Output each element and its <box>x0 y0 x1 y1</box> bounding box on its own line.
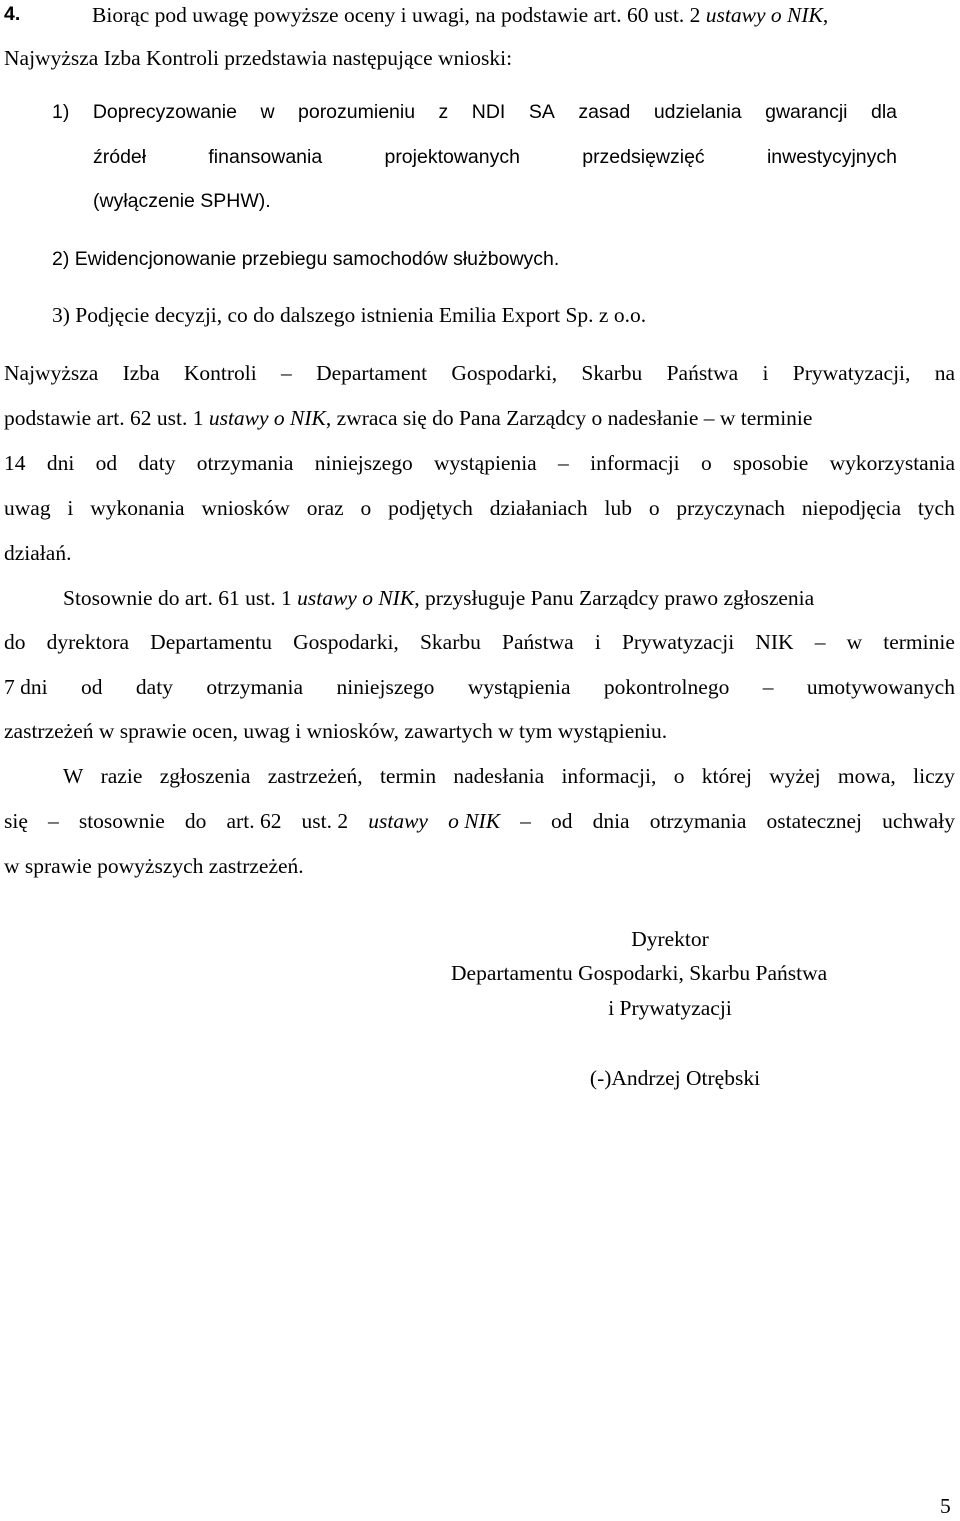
word: od <box>550 809 573 833</box>
conclusion-1-line-3: (wyłączenie SPHW). <box>93 190 271 212</box>
word: i <box>594 630 601 654</box>
word: o <box>700 451 712 475</box>
word: – <box>281 361 292 385</box>
word: 7 dni <box>4 675 48 699</box>
word: umotywowanych <box>806 675 955 699</box>
word: projektowanych <box>384 146 520 168</box>
word: o <box>360 496 372 520</box>
paragraph-1-line-1 <box>4 363 955 385</box>
word: Gospodarki, <box>451 361 558 385</box>
word: i <box>67 496 74 520</box>
word: SA <box>528 101 555 123</box>
page-number: 5 <box>940 1494 951 1518</box>
word: liczy <box>913 764 955 788</box>
word: termin <box>379 764 437 788</box>
section-intro-line-1 <box>92 5 828 27</box>
word: pokontrolnego <box>603 675 730 699</box>
word: wyżej <box>769 764 821 788</box>
p2-text-c: , przysługuje Panu Zarządcy prawo zgłoszenia <box>414 586 815 610</box>
word: razie <box>100 764 143 788</box>
word: Skarbu <box>581 361 643 385</box>
word: wystąpienia <box>467 675 571 699</box>
paragraph-3-line-2 <box>4 811 955 833</box>
word: Państwa <box>502 630 574 654</box>
word: z <box>438 101 449 123</box>
word: działaniach <box>489 496 588 520</box>
word: do <box>4 630 26 654</box>
section-number: 4. <box>4 3 21 25</box>
word: Doprecyzowanie <box>92 101 237 123</box>
word: niniejszego <box>314 451 413 475</box>
intro-text: Biorąc pod uwagę powyższe oceny i uwagi, na podstawie art. 60 ust. 2 <box>92 3 706 27</box>
word: – <box>558 451 569 475</box>
word: zasad <box>578 101 631 123</box>
word: przyczynach <box>676 496 786 520</box>
word: w <box>260 101 275 123</box>
paragraph-1-line-3 <box>4 453 955 475</box>
word: Skarbu <box>419 630 481 654</box>
signature-title: Dyrektor <box>631 927 709 951</box>
word: wystąpienia <box>434 451 537 475</box>
word: sposobie <box>733 451 809 475</box>
word: Najwyższa <box>4 361 99 385</box>
word: uwag <box>4 496 51 520</box>
word: Izba <box>122 361 160 385</box>
word: mowa, <box>837 764 896 788</box>
law-name: ustawy o NIK <box>297 586 415 610</box>
word: od <box>81 675 103 699</box>
paragraph-3-line-1 <box>63 766 955 788</box>
word: oraz <box>306 496 344 520</box>
word: na <box>934 361 955 385</box>
word: Państwa <box>666 361 739 385</box>
signature-name: (-)Andrzej Otrębski <box>589 1066 761 1090</box>
word: zastrzeżeń, <box>267 764 363 788</box>
word: od <box>95 451 118 475</box>
section-intro-line-2: Najwyższa Izba Kontroli przedstawia następujące wnioski: <box>4 46 513 70</box>
word: stosownie <box>78 809 165 833</box>
word: dnia <box>592 809 630 833</box>
word: otrzymania <box>649 809 747 833</box>
word: źródeł <box>93 146 147 168</box>
signature-department-1: Departamentu Gospodarki, Skarbu Państwa <box>451 961 828 985</box>
word: porozumieniu <box>298 101 416 123</box>
paragraph-2-line-4: zastrzeżeń w sprawie ocen, uwag i wniosków, zawartych w tym wystąpieniu. <box>4 719 668 743</box>
paragraph-2-line-3 <box>4 677 955 699</box>
word: gwarancji <box>765 101 848 123</box>
law-name-word: ustawy <box>368 809 428 833</box>
conclusion-1-line-1 <box>52 103 897 123</box>
word: wniosków <box>201 496 290 520</box>
conclusion-3: 3) Podjęcie decyzji, co do dalszego istnienia Emilia Export Sp. z o.o. <box>52 303 647 327</box>
p1-text-c: , zwraca się do Pana Zarządcy o nadesłanie – w terminie <box>325 406 813 430</box>
conclusion-1-line-2 <box>93 148 897 168</box>
word: Departament <box>316 361 428 385</box>
paragraph-3-line-3: w sprawie powyższych zastrzeżeń. <box>4 854 304 878</box>
word: NDI <box>471 101 506 123</box>
word: Gospodarki, <box>293 630 399 654</box>
word: udzielania <box>653 101 742 123</box>
paragraph-1-line-5: działań. <box>4 541 72 565</box>
intro-comma: , <box>822 3 829 27</box>
paragraph-2-line-1 <box>63 588 814 610</box>
word: terminie <box>883 630 955 654</box>
word: Prywatyzacji <box>621 630 735 654</box>
word: – <box>762 675 774 699</box>
paragraph-2-line-2 <box>4 632 955 654</box>
word: informacji <box>590 451 680 475</box>
word: W <box>63 764 84 788</box>
word: i <box>762 361 769 385</box>
word: się <box>4 809 28 833</box>
word: informacji, <box>561 764 657 788</box>
word: finansowania <box>208 146 323 168</box>
paragraph-1-line-4 <box>4 498 955 520</box>
word: dla <box>870 101 897 123</box>
word: ostatecznej <box>766 809 863 833</box>
signature-department-2: i Prywatyzacji <box>608 996 732 1020</box>
word: wykorzystania <box>829 451 955 475</box>
word: ust. 2 <box>301 809 349 833</box>
word: daty <box>138 451 176 475</box>
word: podjętych <box>388 496 473 520</box>
word: 14 <box>4 451 26 475</box>
word: daty <box>135 675 173 699</box>
word: – <box>520 809 531 833</box>
word: otrzymania <box>206 675 304 699</box>
word: NIK <box>755 630 794 654</box>
word: 1) <box>52 101 70 123</box>
word: dyrektora <box>46 630 130 654</box>
word: – <box>47 809 59 833</box>
word: Kontroli <box>183 361 257 385</box>
word: niepodjęcia <box>801 496 901 520</box>
p2-text-a: Stosownie do art. 61 ust. 1 <box>63 586 298 610</box>
word: o <box>673 764 685 788</box>
law-name-word: o NIK <box>448 809 501 833</box>
word: której <box>701 764 752 788</box>
word: przedsięwzięć <box>582 146 705 168</box>
paragraph-1-line-2 <box>4 408 812 430</box>
word: do <box>184 809 207 833</box>
word: nadesłania <box>453 764 545 788</box>
conclusion-2: 2) Ewidencjonowanie przebiegu samochodów służbowych. <box>52 248 560 270</box>
law-name: ustawy o NIK <box>208 406 326 430</box>
p1-text-a: podstawie art. 62 ust. 1 <box>4 406 209 430</box>
word: niniejszego <box>336 675 435 699</box>
word: o <box>648 496 660 520</box>
word: inwestycyjnych <box>766 146 897 168</box>
word: tych <box>917 496 955 520</box>
word: otrzymania <box>196 451 294 475</box>
word: wykonania <box>90 496 185 520</box>
word: – <box>814 630 826 654</box>
word: zgłoszenia <box>159 764 251 788</box>
word: lub <box>604 496 632 520</box>
law-name: ustawy o NIK <box>705 3 823 27</box>
word: w <box>846 630 863 654</box>
word: dni <box>46 451 75 475</box>
word: Departamentu <box>150 630 272 654</box>
word: uchwały <box>882 809 955 833</box>
word: Prywatyzacji, <box>792 361 911 385</box>
word: art. 62 <box>226 809 282 833</box>
